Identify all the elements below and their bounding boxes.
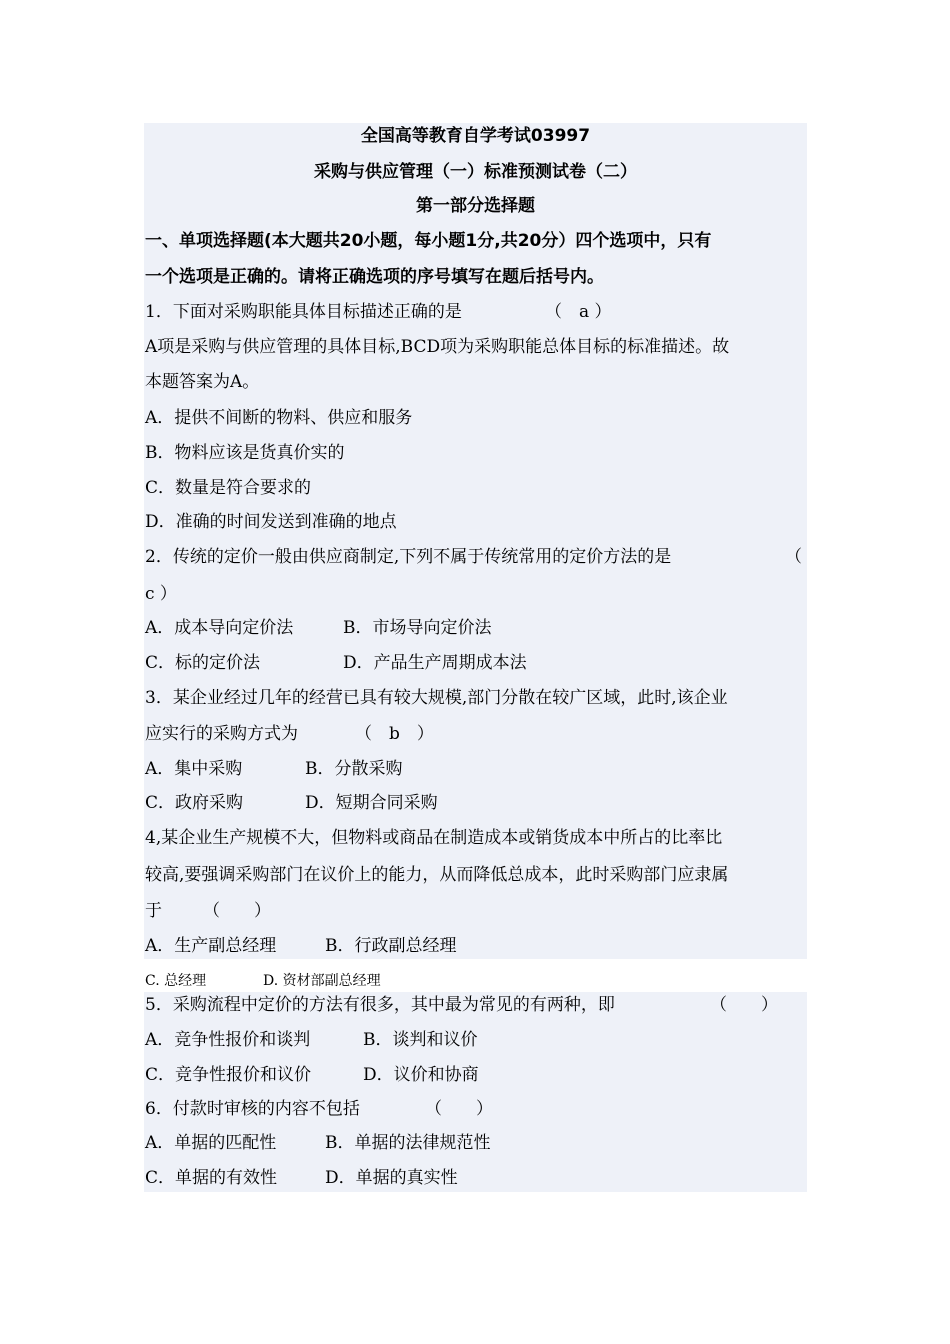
question-5-options-row2 [145, 1065, 807, 1085]
question-5-options-row1 [145, 1030, 807, 1050]
question-3-answer: （ b ） [355, 724, 434, 744]
question-4-stem-line3 [145, 901, 807, 921]
question-3-stem-line1: 3．某企业经过几年的经营已具有较大规模,部门分散在较广区域，此时,该企业 [145, 688, 728, 708]
question-2-paren-open: （ [785, 547, 802, 567]
question-2-option-c: C．标的定价法 [145, 653, 261, 673]
question-6-option-d: D．单据的真实性 [325, 1168, 458, 1188]
question-3-options-row1 [145, 759, 807, 779]
question-1-text: 1．下面对采购职能具体目标描述正确的是 [145, 302, 462, 322]
question-5-option-b: B．谈判和议价 [363, 1030, 478, 1050]
question-1-explanation-line2: 本题答案为A。 [145, 372, 260, 392]
question-4-option-d: D. 资材部副总经理 [263, 973, 381, 989]
question-1-stem [145, 302, 807, 322]
question-5-stem [145, 995, 807, 1015]
part-heading: 第一部分选择题 [416, 196, 535, 216]
question-5-option-c: C．竞争性报价和议价 [145, 1065, 312, 1085]
question-4-options-row2 [145, 971, 807, 989]
question-2-text: 2．传统的定价一般由供应商制定,下列不属于传统常用的定价方法的是 [145, 547, 672, 567]
question-6-option-b: B．单据的法律规范性 [325, 1133, 491, 1153]
question-3-option-c: C．政府采购 [145, 793, 244, 813]
question-1-explanation-line1: A项是采购与供应管理的具体目标,BCD项为采购职能总体目标的标准描述。故 [145, 337, 730, 357]
question-6-stem [145, 1099, 807, 1119]
question-1-option-d: D．准确的时间发送到准确的地点 [145, 512, 397, 532]
question-2-option-b: B．市场导向定价法 [343, 618, 492, 638]
question-2-option-d: D．产品生产周期成本法 [343, 653, 527, 673]
question-4-text: 于 [145, 901, 162, 921]
question-6-answer: （ ） [425, 1099, 493, 1119]
question-2-option-a: A．成本导向定价法 [145, 618, 294, 638]
question-5-answer: （ ） [710, 995, 778, 1015]
question-1-answer: （ a ） [545, 302, 612, 322]
exam-title: 全国高等教育自学考试03997 [360, 126, 591, 146]
highlight-band-bottom [144, 992, 807, 1192]
question-2-options-row2 [145, 653, 807, 673]
question-1-option-b: B．物料应该是货真价实的 [145, 443, 345, 463]
question-3-options-row2 [145, 793, 807, 813]
question-1-option-c: C．数量是符合要求的 [145, 478, 312, 498]
question-4-option-a: A．生产副总经理 [145, 936, 277, 956]
question-3-option-b: B．分散采购 [305, 759, 403, 779]
question-3-stem-line2 [145, 724, 807, 744]
question-4-stem-line2: 较高,要强调采购部门在议价上的能力，从而降低总成本，此时采购部门应隶属 [145, 865, 729, 885]
exam-subtitle: 采购与供应管理（一）标准预测试卷（二） [314, 162, 637, 182]
question-1-option-a: A．提供不间断的物料、供应和服务 [145, 408, 413, 428]
question-5-text: 5．采购流程中定价的方法有很多，其中最为常见的有两种，即 [145, 995, 615, 1015]
question-5-option-d: D．议价和协商 [363, 1065, 479, 1085]
question-4-stem-line1: 4,某企业生产规模不大，但物料或商品在制造成本或销货成本中所占的比率比 [145, 828, 723, 848]
question-3-text: 应实行的采购方式为 [145, 724, 298, 744]
question-4-answer: （ ） [203, 901, 271, 921]
question-2-stem [145, 547, 807, 567]
question-2-options-row1 [145, 618, 807, 638]
question-3-option-d: D．短期合同采购 [305, 793, 438, 813]
question-3-option-a: A．集中采购 [145, 759, 243, 779]
question-2-answer: c ） [145, 584, 177, 604]
question-4-option-b: B．行政副总经理 [325, 936, 457, 956]
question-6-text: 6．付款时审核的内容不包括 [145, 1099, 360, 1119]
question-6-options-row1 [145, 1133, 807, 1153]
section-heading-line2: 一个选项是正确的。请将正确选项的序号填写在题后括号内。 [145, 267, 604, 287]
question-5-option-a: A．竞争性报价和谈判 [145, 1030, 311, 1050]
section-heading-line1: 一、单项选择题(本大题共20小题，每小题1分,共20分）四个选项中，只有 [145, 231, 712, 251]
question-6-option-a: A．单据的匹配性 [145, 1133, 277, 1153]
question-6-options-row2 [145, 1168, 807, 1188]
question-4-option-c: C. 总经理 [145, 973, 207, 989]
question-6-option-c: C．单据的有效性 [145, 1168, 278, 1188]
question-4-options-row1 [145, 936, 807, 956]
